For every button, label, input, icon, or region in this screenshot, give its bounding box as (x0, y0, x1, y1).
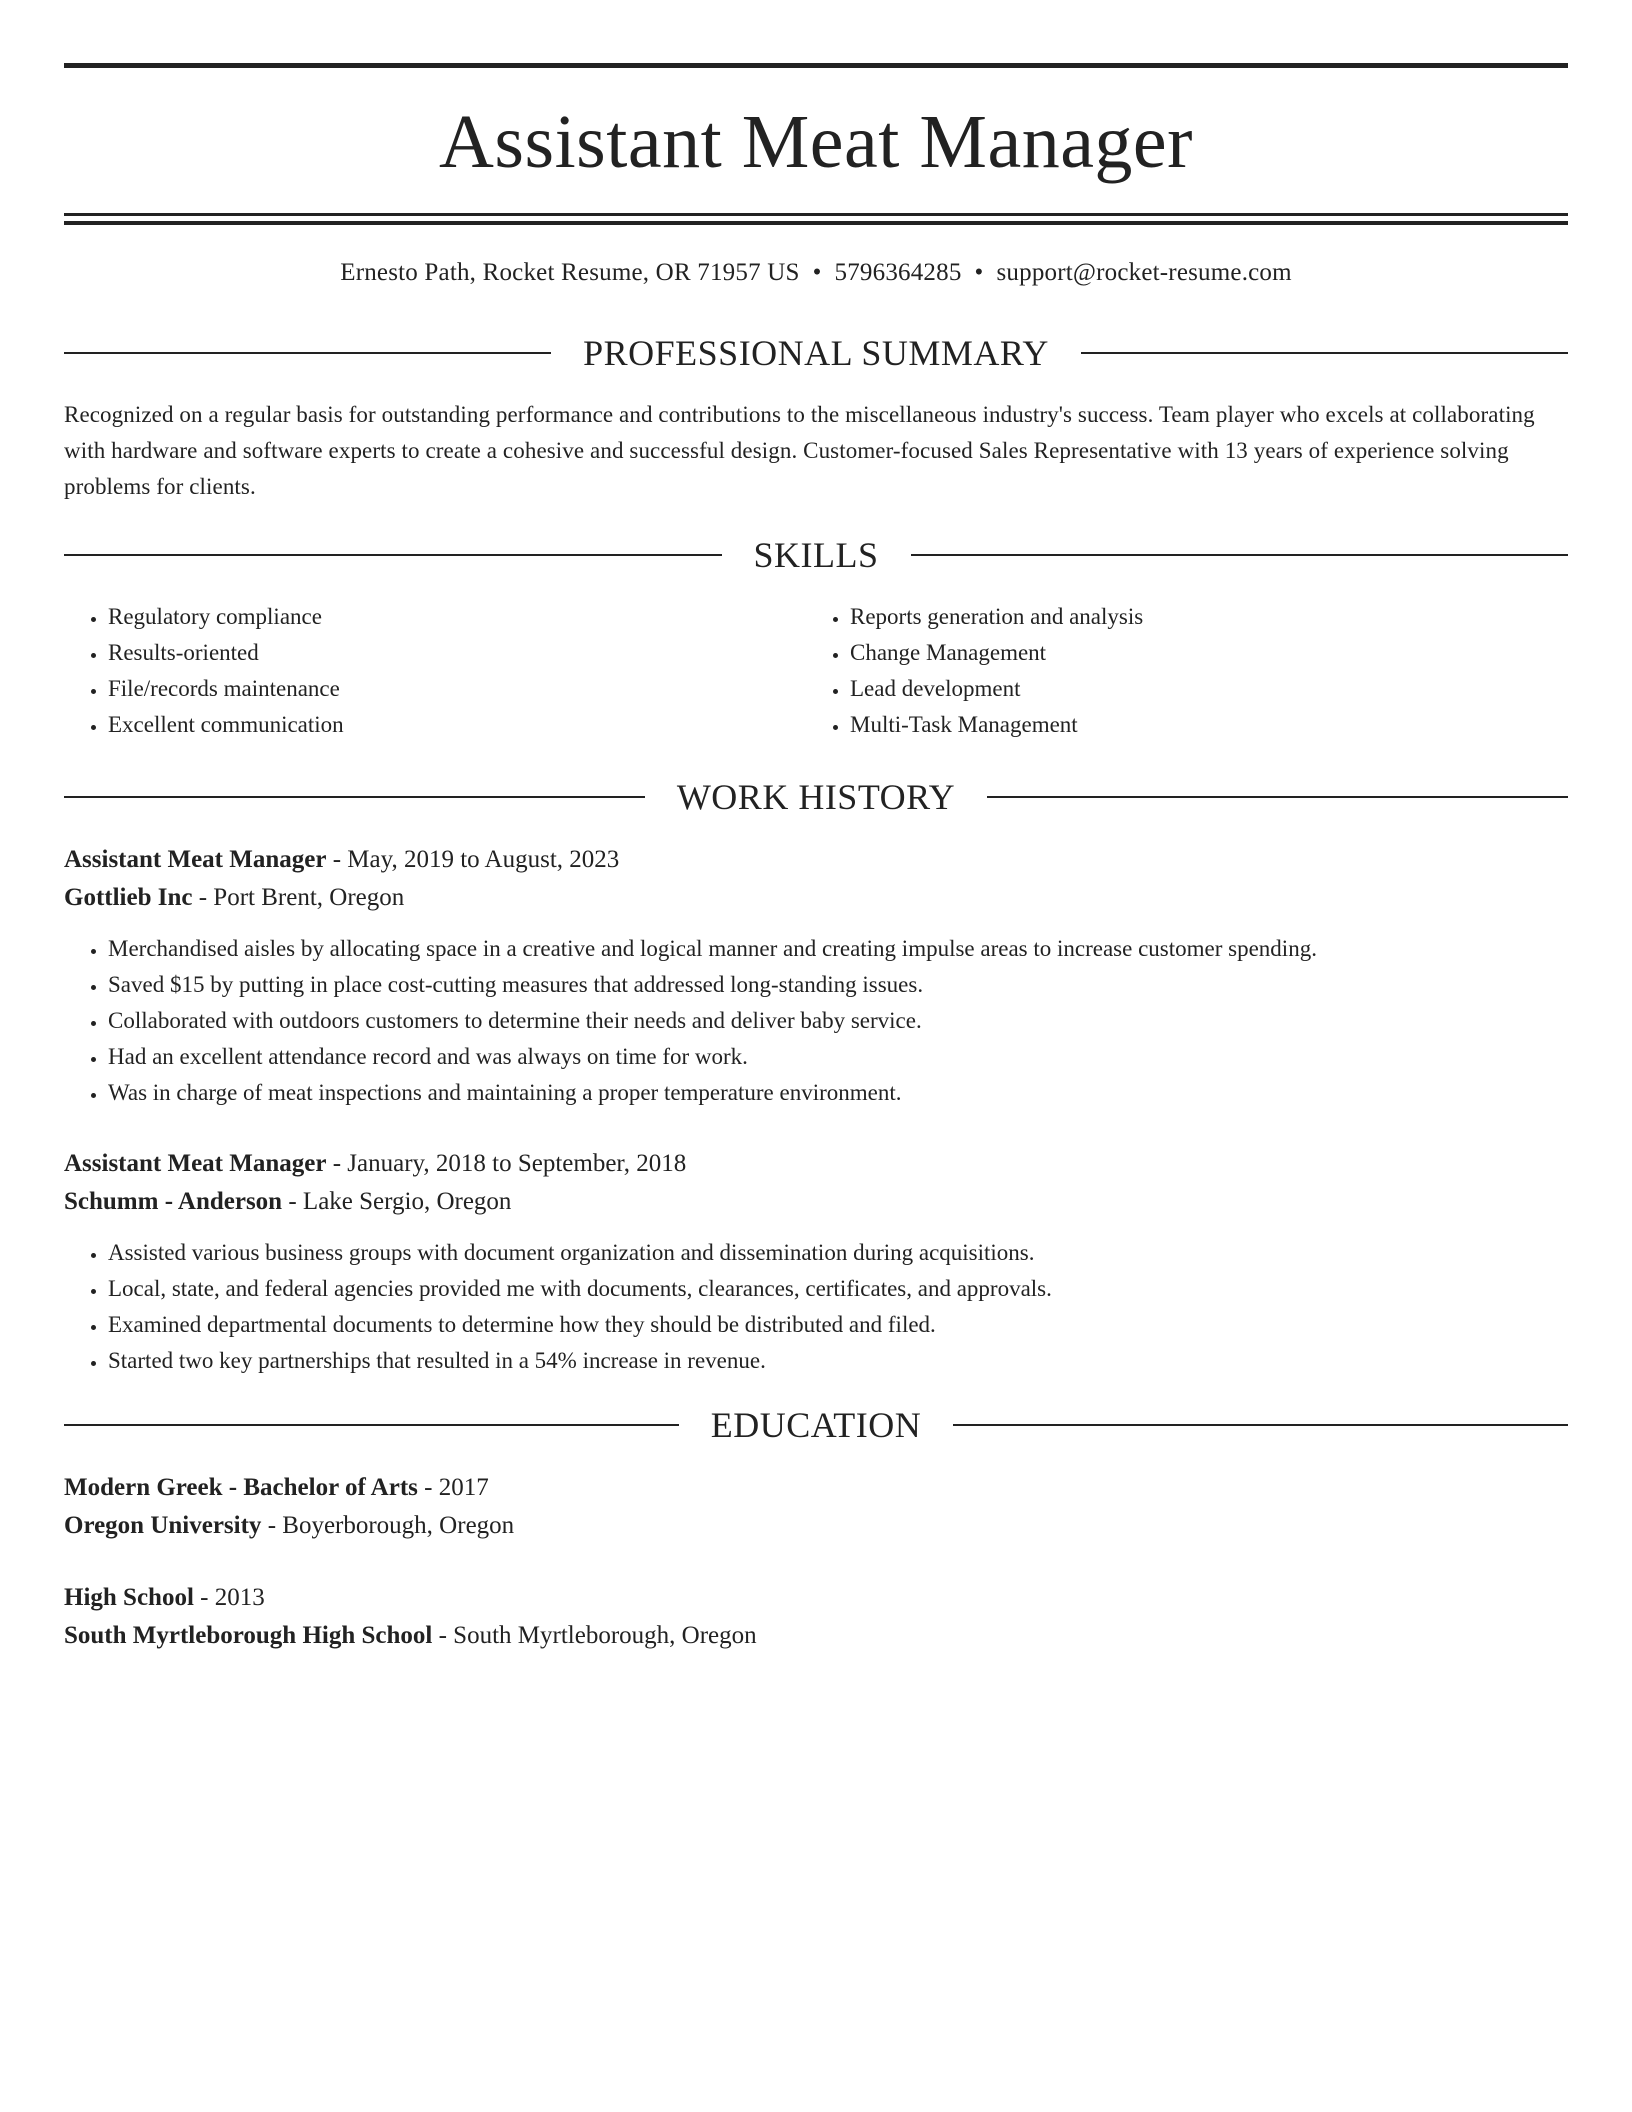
job-entry (64, 1145, 1568, 1379)
education-degree-line (64, 1579, 1568, 1617)
job-title: Assistant Meat Manager (64, 1150, 327, 1177)
skill-item: • Lead development (850, 671, 1548, 707)
job-bullet: • Merchandised aisles by allocating space in a creative and logical manner and creating impulse areas to increase customer spending. (108, 931, 1568, 967)
skill-item: • Results-oriented (108, 635, 806, 671)
education-degree: Modern Greek - Bachelor of Arts (64, 1474, 418, 1501)
job-entry (64, 841, 1568, 1111)
contact-line (64, 260, 1568, 285)
education-degree-line (64, 1469, 1568, 1507)
skills-column-left (64, 599, 806, 743)
heading-rule-left (64, 1424, 679, 1426)
skills-heading-label: SKILLS (753, 535, 879, 575)
education-school-line (64, 1507, 1568, 1545)
skill-item: • Excellent communication (108, 707, 806, 743)
title-double-rule (64, 213, 1568, 225)
skills-section-heading (64, 537, 1568, 573)
job-bullet: • Had an excellent attendance record and was always on time for work. (108, 1039, 1568, 1075)
job-location: - Port Brent, Oregon (192, 884, 405, 911)
job-bullet: • Local, state, and federal agencies provided me with documents, clearances, certificates, and approvals. (108, 1271, 1568, 1307)
contact-address: Ernesto Path, Rocket Resume, OR 71957 US (340, 259, 800, 286)
heading-rule-left (64, 352, 551, 354)
skill-item: • Change Management (850, 635, 1548, 671)
job-bullet: • Started two key partnerships that resulted in a 54% increase in revenue. (108, 1343, 1568, 1379)
heading-rule-left (64, 554, 722, 556)
heading-rule-right (987, 796, 1568, 798)
top-rule (64, 63, 1568, 68)
work-section-heading (64, 779, 1568, 815)
job-title-line (64, 1145, 1568, 1183)
job-company: Gottlieb Inc (64, 884, 193, 911)
summary-text: Recognized on a regular basis for outstanding performance and contributions to the miscellaneous industry's success. Team player who excels at collaborating with hardware and software experts to create a cohesive and successful design. Customer-focused Sales Representative with 13 years of experience solving problems for clients. (64, 402, 1535, 499)
education-entry (64, 1469, 1568, 1545)
resume-title: Assistant Meat Manager (439, 100, 1193, 184)
summary-heading-label: PROFESSIONAL SUMMARY (583, 333, 1049, 373)
heading-rule-right (1081, 352, 1568, 354)
contact-email: support@rocket-resume.com (996, 259, 1292, 286)
job-dates: - January, 2018 to September, 2018 (326, 1150, 687, 1177)
heading-rule-right (911, 554, 1569, 556)
heading-rule-right (953, 1424, 1568, 1426)
education-year: - 2013 (193, 1584, 265, 1611)
job-bullets (64, 1235, 1568, 1379)
education-entry (64, 1579, 1568, 1655)
education-heading-label: EDUCATION (710, 1405, 922, 1445)
job-bullet: • Was in charge of meat inspections and maintaining a proper temperature environment. (108, 1075, 1568, 1111)
job-company-line (64, 879, 1568, 917)
skill-item: • File/records maintenance (108, 671, 806, 707)
contact-phone: 5796364285 (834, 259, 962, 286)
education-location: - South Myrtleborough, Oregon (432, 1622, 757, 1649)
job-bullet: • Saved $15 by putting in place cost-cutting measures that addressed long-standing issues. (108, 967, 1568, 1003)
job-title-line (64, 841, 1568, 879)
job-bullet: • Collaborated with outdoors customers to determine their needs and deliver baby service. (108, 1003, 1568, 1039)
contact-separator: • (812, 259, 822, 286)
job-bullet: • Assisted various business groups with document organization and dissemination during acquisitions. (108, 1235, 1568, 1271)
job-company: Schumm - Anderson (64, 1188, 283, 1215)
skill-item: • Reports generation and analysis (850, 599, 1548, 635)
job-bullets (64, 931, 1568, 1111)
skills-list (64, 599, 1568, 743)
education-section-heading (64, 1407, 1568, 1443)
skill-item: • Multi-Task Management (850, 707, 1548, 743)
heading-rule-left (64, 796, 645, 798)
job-company-line (64, 1183, 1568, 1221)
education-school: South Myrtleborough High School (64, 1622, 433, 1649)
education-degree: High School (64, 1584, 194, 1611)
job-bullet: • Examined departmental documents to determine how they should be distributed and filed. (108, 1307, 1568, 1343)
education-location: - Boyerborough, Oregon (261, 1512, 515, 1539)
education-school: Oregon University (64, 1512, 262, 1539)
education-school-line (64, 1617, 1568, 1655)
job-location: - Lake Sergio, Oregon (282, 1188, 512, 1215)
education-year: - 2017 (417, 1474, 489, 1501)
job-title: Assistant Meat Manager (64, 846, 327, 873)
contact-separator: • (974, 259, 984, 286)
summary-section-heading (64, 335, 1568, 371)
skills-column-right (806, 599, 1548, 743)
skill-item: • Regulatory compliance (108, 599, 806, 635)
job-dates: - May, 2019 to August, 2023 (326, 846, 620, 873)
work-heading-label: WORK HISTORY (676, 777, 956, 817)
